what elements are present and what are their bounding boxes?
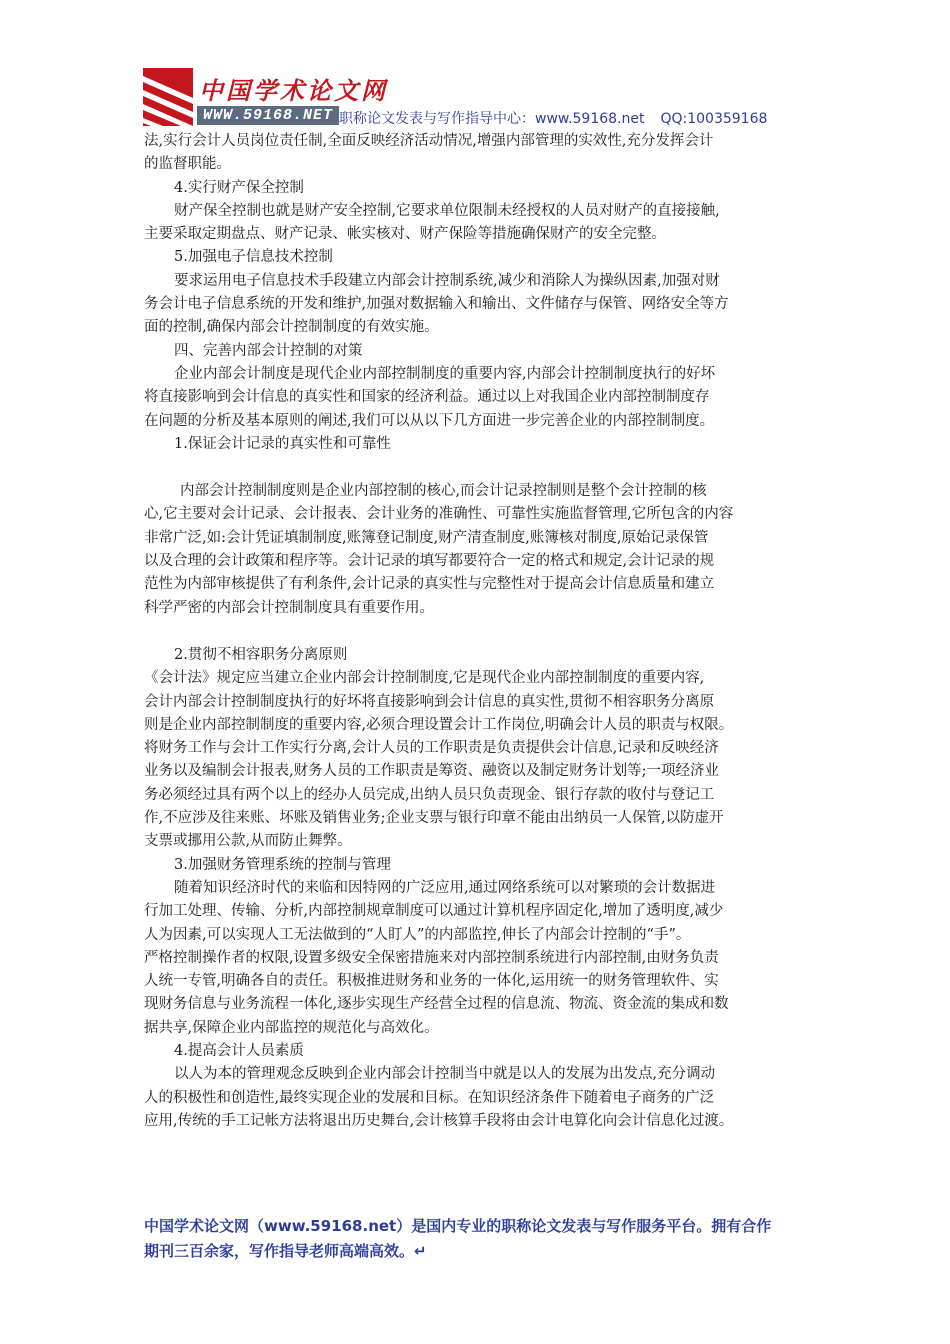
text-line: 面的控制,确保内部会计控制制度的有效实施。: [144, 319, 439, 336]
section-heading: 1.保证会计记录的真实性和可靠性: [174, 435, 391, 452]
section-heading: 4.提高会计人员素质: [174, 1042, 304, 1059]
site-logo-icon: [143, 68, 193, 126]
footer-line: 中国学术论文网（www.59168.net）是国内专业的职称论文发表与写作服务平台。拥有合作: [144, 1217, 772, 1235]
text-line: 作,不应涉及往来账、坏账及销售业务;企业支票与银行印章不能由出纳员一人保管,以防虚开: [144, 810, 724, 827]
text-line: 法,实行会计人员岗位责任制,全面反映经济活动情况,增强内部管理的实效性,充分发挥会计: [144, 133, 714, 149]
text-line: 非常广泛,如:会计凭证填制制度,账簿登记制度,财产清查制度,账簿核对制度,原始记录保管: [144, 529, 709, 546]
text-line: 将直接影响到会计信息的真实性和国家的经济利益。通过以上对我国企业内部控制制度存: [144, 389, 710, 406]
section-heading: 4.实行财产保全控制: [174, 179, 304, 196]
text-line: 以人为本的管理观念反映到企业内部会计控制当中就是以人的发展为出发点,充分调动: [174, 1066, 716, 1083]
text-line: 范性为内部审核提供了有利条件,会计记录的真实性与完整性对于提高会计信息质量和建立: [144, 576, 715, 593]
text-line: 随着知识经济时代的来临和因特网的广泛应用,通过网络系统可以对繁琐的会计数据进: [174, 879, 716, 896]
text-line: 则是企业内部控制制度的重要内容,必须合理设置会计工作岗位,明确会计人员的职责与权限。: [144, 716, 734, 733]
text-line: 财产保全控制也就是财产安全控制,它要求单位限制未经授权的人员对财产的直接接触,: [174, 202, 720, 219]
text-line: 务必须经过具有两个以上的经办人员完成,出纳人员只负责现金、银行存款的收付与登记工: [144, 786, 715, 803]
text-line: 现财务信息与业务流程一体化,逐步实现生产经营全过程的信息流、物流、资金流的集成和数: [144, 996, 729, 1013]
article-body: [144, 130, 810, 1133]
text-line: 人的积极性和创造性,最终实现企业的发展和目标。在知识经济条件下随着电子商务的广泛: [144, 1089, 715, 1106]
promo-footer: [144, 1214, 824, 1264]
text-line: 的监督职能。: [144, 156, 231, 173]
text-line: 务会计电子信息系统的开发和维护,加强对数据输入和输出、文件储存与保管、网络安全等方: [144, 296, 729, 313]
header-tagline: [339, 108, 767, 128]
text-line: 科学严密的内部会计控制制度具有重要作用。: [144, 599, 434, 616]
text-line: 企业内部会计制度是现代企业内部控制制度的重要内容,内部会计控制制度执行的好坏: [174, 365, 716, 382]
tagline-text: 职称论文发表与写作指导中心：www.59168.net: [339, 111, 645, 127]
section-heading: 四、完善内部会计控制的对策: [174, 342, 363, 359]
text-line: 要求运用电子信息技术手段建立内部会计控制系统,减少和消除人为操纵因素,加强对财: [174, 272, 720, 289]
section-heading: 2.贯彻不相容职务分离原则: [174, 646, 348, 663]
text-line: 《会计法》规定应当建立企业内部会计控制制度,它是现代企业内部控制制度的重要内容,: [144, 670, 705, 687]
text-line: 严格控制操作者的权限,设置多级安全保密措施来对内部控制系统进行内部控制,由财务负责: [144, 949, 719, 966]
qq-number: QQ:100359168: [660, 111, 768, 127]
text-line: 主要采取定期盘点、财产记录、帐实核对、财产保险等措施确保财产的安全完整。: [144, 226, 666, 243]
text-line: 将财务工作与会计工作实行分离,会计人员的工作职责是负责提供会计信息,记录和反映经济: [144, 740, 719, 757]
page-header: [143, 68, 793, 130]
spacer: [144, 620, 810, 644]
text-line: 支票或挪用公款,从而防止舞弊。: [144, 833, 352, 850]
text-line: 业务以及编制会计报表,财务人员的工作职责是筹资、融资以及制定财务计划等;一项经济业: [144, 763, 719, 780]
section-heading: 3.加强财务管理系统的控制与管理: [174, 856, 391, 873]
spacer: [144, 456, 810, 480]
text-line: 应用,传统的手工记帐方法将退出历史舞台,会计核算手段将由会计电算化向会计信息化过渡。: [144, 1112, 734, 1129]
logo-url: WWW.59168.NET: [197, 106, 339, 125]
text-line: 以及合理的会计政策和程序等。会计记录的填写都要符合一定的格式和规定,会计记录的规: [144, 553, 715, 570]
text-line: 人统一专管,明确各自的责任。积极推进财务和业务的一体化,运用统一的财务管理软件、实: [144, 973, 719, 990]
logo-title: 中国学术论文网: [199, 77, 388, 105]
text-line: 据共享,保障企业内部监控的规范化与高效化。: [144, 1019, 439, 1036]
text-line: 人为因素,可以实现人工无法做到的“人盯人”的内部监控,伸长了内部会计控制的“手”。: [144, 926, 691, 943]
section-heading: 5.加强电子信息技术控制: [174, 249, 333, 266]
text-line: 行加工处理、传输、分析,内部控制规章制度可以通过计算机程序固定化,增加了透明度,减少: [144, 903, 724, 920]
text-line: 会计内部会计控制制度执行的好坏将直接影响到会计信息的真实性,贯彻不相容职务分离原: [144, 693, 715, 710]
text-line: 在问题的分析及基本原则的阐述,我们可以从以下几方面进一步完善企业的内部控制制度。: [144, 412, 715, 429]
footer-line: 期刊三百余家，写作指导老师高端高效。↵: [144, 1242, 427, 1260]
text-line: 内部会计控制制度则是企业内部控制的核心,而会计记录控制则是整个会计控制的核: [180, 483, 707, 500]
text-line: 心,它主要对会计记录、会计报表、会计业务的准确性、可靠性实施监督管理,它所包含的内容: [144, 506, 734, 523]
